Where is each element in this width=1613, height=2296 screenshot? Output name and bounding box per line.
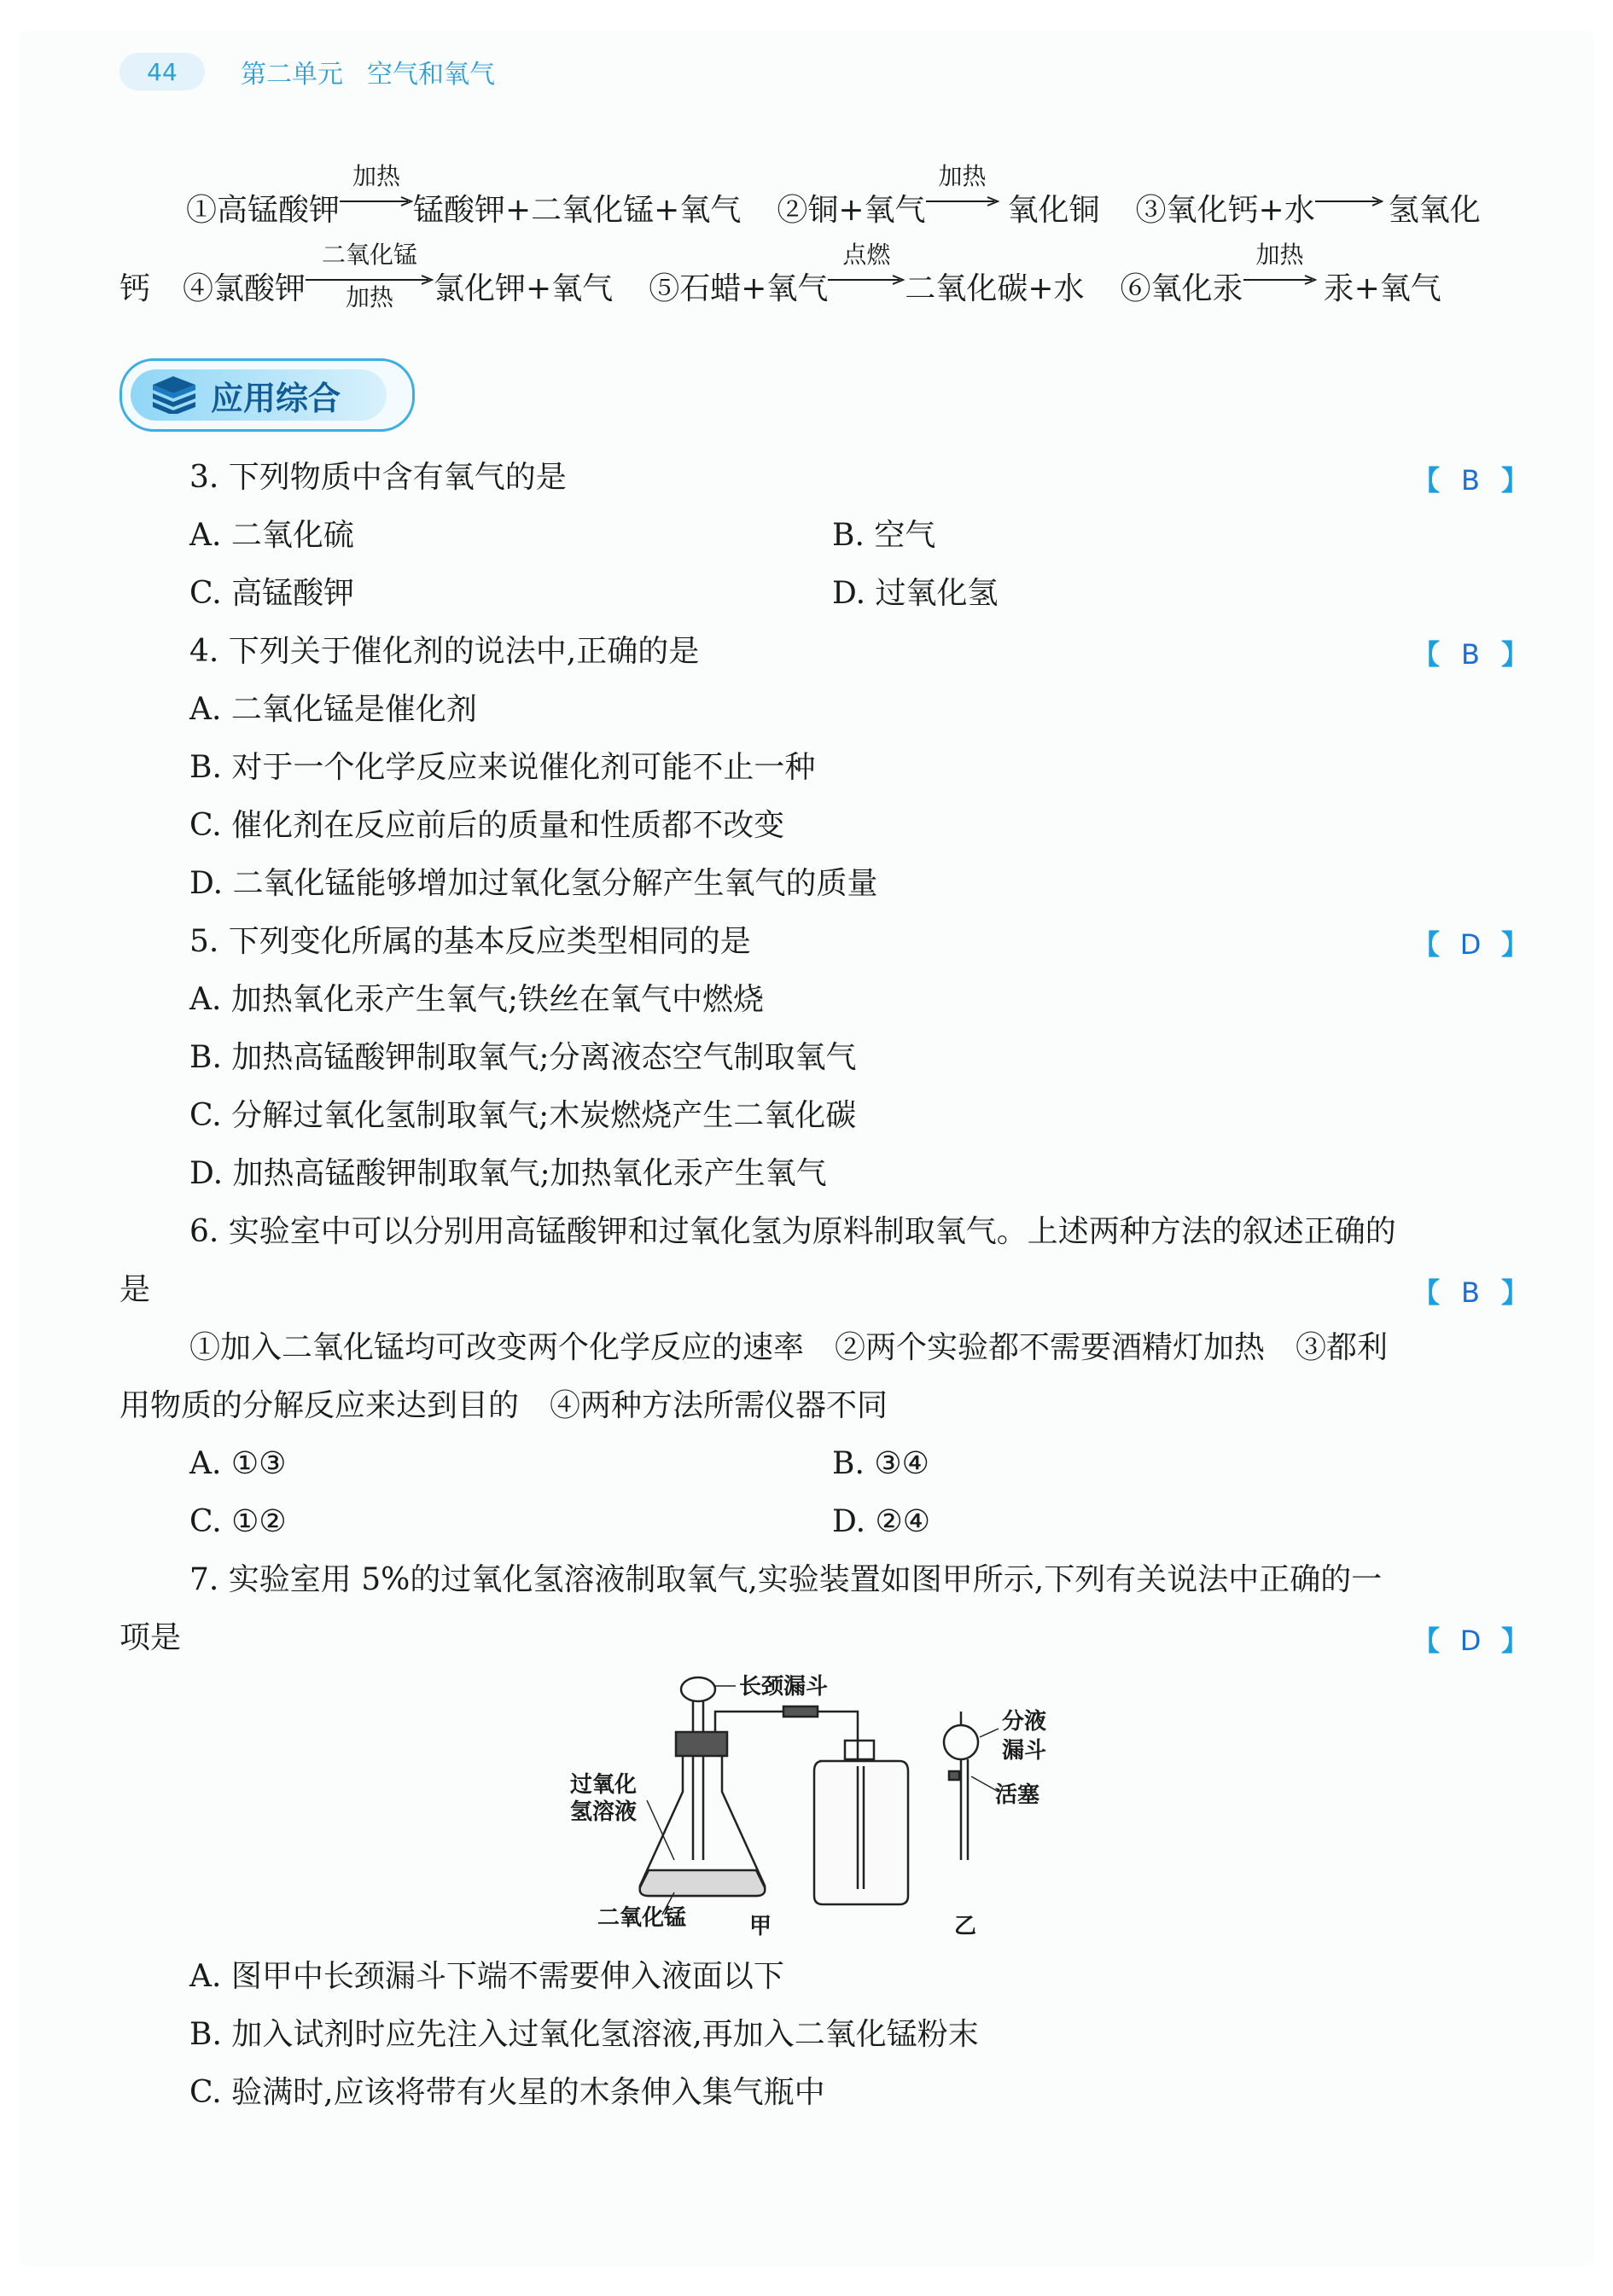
option: C. 验满时,应该将带有火星的木条伸入集气瓶中	[189, 2075, 825, 2110]
option: A. 图甲中长颈漏斗下端不需要伸入液面以下	[189, 1959, 784, 1994]
arrow-icon	[926, 196, 999, 206]
apparatus-yi	[944, 1712, 978, 1860]
label-mno2: 二氧化锰	[597, 1905, 687, 1931]
reaction-6-left: ⑥氧化汞	[1120, 271, 1243, 306]
reaction-3-right: 氢氧化	[1388, 193, 1481, 228]
option: A. 二氧化硫	[189, 518, 354, 553]
reaction-3-tail: 钙	[119, 271, 151, 306]
option: A. 二氧化锰是催化剂	[189, 692, 477, 727]
reaction-condition-bottom: 加热	[346, 283, 394, 311]
books-icon	[149, 376, 199, 414]
label-h2o2-1: 过氧化	[570, 1772, 638, 1798]
reaction-4-right: 氯化钾+氧气	[434, 271, 614, 306]
reaction-5-right: 二氧化碳+水	[905, 271, 1085, 306]
question-4-answer	[1412, 633, 1529, 672]
reaction-4-left: ④氯酸钾	[183, 271, 306, 306]
reaction-3-left: ③氧化钙+水	[1135, 193, 1315, 228]
option: C. ①②	[189, 1504, 287, 1539]
question-3-stem: 3. 下列物质中含有氧气的是	[189, 460, 567, 495]
option: A. ①③	[189, 1446, 287, 1481]
reaction-line-1	[186, 162, 1481, 230]
reaction-6-right: 汞+氧气	[1323, 271, 1441, 306]
reaction-1-left: ①高锰酸钾	[186, 193, 341, 228]
label-h2o2-2: 氢溶液	[570, 1799, 638, 1825]
arrow-icon	[1315, 196, 1383, 206]
reaction-arrow	[1315, 186, 1383, 220]
label-jia: 甲	[749, 1914, 772, 1937]
question-6-desc-line1: ①加入二氧化锰均可改变两个化学反应的速率 ②两个实验都不需要酒精灯加热 ③都利	[189, 1330, 1389, 1365]
bracket-left: 【	[1412, 464, 1441, 497]
reaction-arrow	[340, 162, 413, 220]
option: C. 高锰酸钾	[189, 576, 355, 611]
answer-letter: D	[1459, 1625, 1482, 1657]
option: B. 对于一个化学反应来说催化剂可能不止一种	[189, 750, 816, 785]
option: B. 空气	[832, 518, 936, 553]
arrow-icon	[1243, 275, 1317, 285]
section-title: 应用综合	[211, 379, 341, 417]
option: C. 催化剂在反应前后的质量和性质都不改变	[189, 808, 785, 843]
reaction-condition: 加热	[352, 162, 401, 190]
bracket-right: 】	[1501, 1625, 1529, 1657]
question-5-answer	[1412, 923, 1529, 962]
question-6-answer	[1412, 1271, 1529, 1311]
bracket-right: 】	[1501, 1276, 1529, 1309]
question-6-desc-line2: 用物质的分解反应来达到目的 ④两种方法所需仪器不同	[119, 1388, 888, 1423]
reaction-2-right: 氧化铜	[1007, 193, 1100, 228]
section-badge-inner	[131, 369, 387, 421]
reaction-arrow	[306, 241, 434, 311]
reaction-arrow	[828, 241, 905, 299]
reaction-5-left: ⑤石蜡+氧气	[649, 271, 829, 306]
question-7-stem-line1: 7. 实验室用 5%的过氧化氢溶液制取氧气,实验装置如图甲所示,下列有关说法中正确的一	[189, 1562, 1383, 1597]
answer-letter: B	[1461, 638, 1480, 671]
option: B. ③④	[832, 1446, 929, 1481]
bracket-right: 】	[1501, 638, 1529, 671]
lab-apparatus-figure	[563, 1664, 1092, 1937]
reaction-condition: 二氧化锰	[322, 241, 418, 269]
label-long-funnel: 长颈漏斗	[739, 1674, 829, 1700]
question-4-stem: 4. 下列关于催化剂的说法中,正确的是	[189, 634, 700, 669]
unit-label: 第二单元	[241, 60, 343, 90]
bracket-right: 】	[1501, 464, 1529, 497]
bracket-left: 【	[1412, 638, 1441, 671]
unit-title	[241, 53, 495, 90]
section-badge	[119, 358, 415, 432]
unit-name: 空气和氧气	[367, 60, 495, 90]
bracket-right: 】	[1501, 928, 1529, 961]
option: D. 过氧化氢	[832, 576, 999, 611]
answer-letter: D	[1459, 928, 1482, 961]
option: A. 加热氧化汞产生氧气;铁丝在氧气中燃烧	[189, 982, 765, 1017]
answer-letter: B	[1461, 1276, 1480, 1309]
reaction-arrow	[926, 162, 999, 220]
bracket-left: 【	[1412, 928, 1441, 961]
arrow-icon	[828, 275, 905, 285]
reaction-2-left: ②铜+氧气	[777, 193, 926, 228]
option: D. ②④	[832, 1504, 931, 1539]
reaction-condition: 点燃	[842, 241, 891, 269]
page-number: 44	[119, 53, 205, 90]
option: D. 加热高锰酸钾制取氧气;加热氧化汞产生氧气	[189, 1156, 827, 1191]
label-sep-funnel-2: 漏斗	[1002, 1738, 1047, 1764]
answer-letter: B	[1461, 464, 1480, 497]
option: B. 加热高锰酸钾制取氧气;分离液态空气制取氧气	[189, 1040, 857, 1075]
reaction-arrow	[1243, 241, 1317, 299]
label-sep-funnel-1: 分液	[1002, 1709, 1047, 1735]
reaction-condition: 加热	[1255, 241, 1304, 269]
bracket-left: 【	[1412, 1276, 1441, 1309]
option: D. 二氧化锰能够增加过氧化氢分解产生氧气的质量	[189, 866, 878, 901]
label-yi: 乙	[954, 1914, 977, 1937]
question-6-stem-line1: 6. 实验室中可以分别用高锰酸钾和过氧化氢为原料制取氧气。上述两种方法的叙述正确的	[189, 1214, 1396, 1249]
arrow-icon	[340, 196, 413, 206]
question-7-stem-line2: 项是	[119, 1620, 182, 1655]
apparatus-jia	[640, 1677, 908, 1904]
label-stopcock: 活塞	[995, 1782, 1040, 1808]
question-6-stem-line2: 是	[119, 1272, 151, 1307]
bracket-left: 【	[1412, 1625, 1441, 1657]
reaction-condition: 加热	[938, 162, 987, 190]
question-3-answer	[1412, 459, 1529, 498]
option: B. 加入试剂时应先注入过氧化氢溶液,再加入二氧化锰粉末	[189, 2017, 979, 2052]
page-header	[119, 49, 495, 94]
question-7-answer	[1412, 1619, 1529, 1659]
reaction-line-2	[119, 241, 1441, 311]
option: C. 分解过氧化氢制取氧气;木炭燃烧产生二氧化碳	[189, 1098, 857, 1133]
question-5-stem: 5. 下列变化所属的基本反应类型相同的是	[189, 924, 751, 959]
reaction-1-right: 锰酸钾+二氧化锰+氧气	[413, 193, 742, 228]
